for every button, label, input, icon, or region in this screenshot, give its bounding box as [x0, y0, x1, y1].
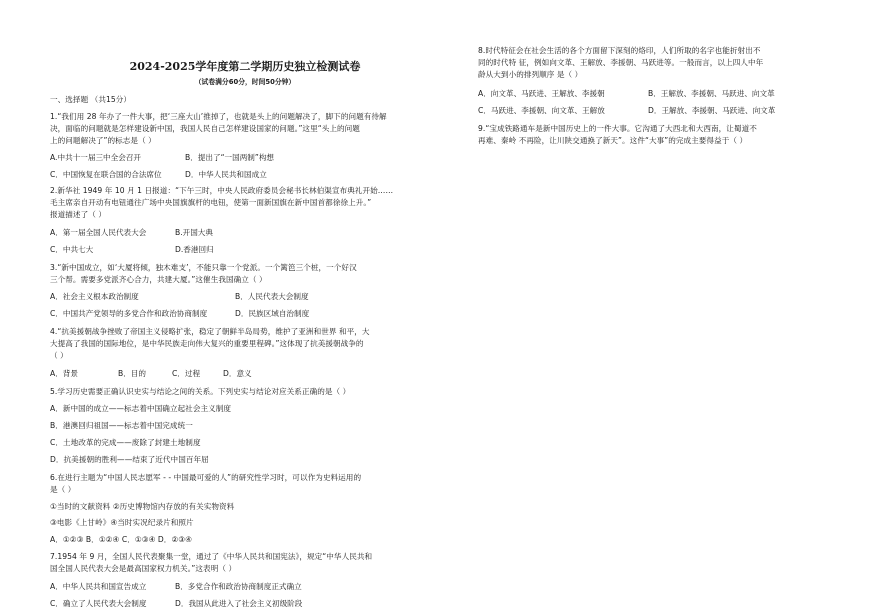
q2-option-d: D.香港回归 [175, 245, 214, 254]
q7-line-2: 国全国人民代表大会是最高国家权力机关。”这表明（ ） [50, 564, 237, 573]
q3-option-a: A．社会主义根本政治制度 [50, 292, 139, 301]
q2-option-b: B.开国大典 [175, 228, 213, 237]
q3-option-d: D．民族区域自治制度 [235, 309, 310, 318]
q7-line-1: 7.1954 年 9 月，全国人民代表聚集一堂，通过了《中华人民共和国宪法》，规定“中华人民共和 [50, 552, 373, 561]
q6-line-2: 是（ ） [50, 485, 76, 494]
q4-option-c: C．过程 [172, 369, 201, 378]
q8-option-c: C．马跃进、李援朝、向文革、王解放 [478, 106, 605, 115]
q1-line-2: 决，面临的问题就是怎样建设新中国，我国人民自己怎样建设国家的问题。”这里“头上的问题 [50, 124, 360, 133]
q2-line-3: 报道描述了（ ） [50, 210, 106, 219]
q8-line-1: 8.时代特征会在社会生活的各个方面留下深刻的烙印，人们所取的名字也能折射出不 [478, 46, 761, 55]
q1-option-c: C．中国恢复在联合国的合法席位 [50, 170, 162, 179]
q5-option-c: C．土地改革的完成——废除了封建土地制度 [50, 438, 201, 447]
q4-line-3: （ ） [50, 351, 68, 360]
q7-option-d: D．我国从此进入了社会主义初级阶段 [175, 599, 303, 608]
q9-line-1: 9.“宝成铁路通车是新中国历史上的一件大事。它沟通了大西北和大西南，让蜀道不 [478, 124, 757, 133]
q5-option-a: A．新中国的成立——标志着中国确立起社会主义制度 [50, 404, 232, 413]
q3-option-b: B．人民代表大会制度 [235, 292, 309, 301]
q4-option-a: A．背景 [50, 369, 78, 378]
q9-line-2: 再难、秦岭 不再险，让川陕交通换了新天”。这件“大事”的完成主要得益于（ ） [478, 136, 748, 145]
q5-option-b: B．港澳回归祖国——标志着中国完成统一 [50, 421, 193, 430]
q1-line-1: 1.“我们用 28 年办了一件大事，把‘三座大山’推掉了，也就是头上的问题解决了，脚下的问题有待解 [50, 112, 387, 121]
q8-option-d: D．王解放、李援朝、马跃进、向文革 [648, 106, 776, 115]
q4-line-2: 大提高了我国的国际地位，是中华民族走向伟大复兴的重要里程碑。”这体现了抗美援朝战争的 [50, 339, 364, 348]
q2-option-a: A．第一届全国人民代表大会 [50, 228, 147, 237]
q2-option-c: C．中共七大 [50, 245, 94, 254]
q8-option-b: B．王解放、李援朝、马跃进、向文革 [648, 89, 775, 98]
q4-option-b: B．目的 [118, 369, 146, 378]
q3-line-2: 三个帮。需要多党派齐心合力，共建大厦。”这催生我国确立（ ） [50, 275, 267, 284]
q4-option-d: D．意义 [223, 369, 252, 378]
q7-option-b: B．多党合作和政治协商制度正式确立 [175, 582, 302, 591]
q2-line-2: 毛主席亲自开动有电钮通往广场中央国旗旗杆的电钮，使第一面新国旗在新中国首都徐徐上升。” [50, 198, 372, 207]
exam-subtitle: （试卷满分60分，时间50分钟） [194, 78, 296, 86]
q7-option-a: A．中华人民共和国宣告成立 [50, 582, 147, 591]
q5-option-d: D．抗美援朝的胜利——结束了近代中国百年屈 [50, 455, 209, 464]
q1-option-d: D．中华人民共和国成立 [185, 170, 267, 179]
q5-line-1: 5.学习历史需要正确认识史实与结论之间的关系。下列史实与结论对应关系正确的是（ ） [50, 387, 351, 396]
q3-option-c: C．中国共产党领导的多党合作和政治协商制度 [50, 309, 208, 318]
q1-option-b: B．提出了“一国两制”构想 [185, 153, 275, 162]
exam-title: 2024-2025学年度第二学期历史独立检测试卷 [129, 60, 361, 73]
q4-line-1: 4.“抗美援朝战争挫败了帝国主义侵略扩张，稳定了朝鲜半岛局势，维护了亚洲和世界 和平，大 [50, 327, 370, 336]
q6-options: A．①②③ B．①②④ C．①③④ D．②③④ [50, 535, 193, 544]
q3-line-1: 3.“新中国成立，如‘大厦将倾，独木难支’，不能只靠一个党派。一个篱笆三个桩，一个好汉 [50, 263, 357, 272]
q1-line-3: 上的问题解决了”的标志是（ ） [50, 136, 156, 145]
q8-line-2: 同的时代特 征，例如向文革、王解放、李援朝、马跃进等。一般而言，以上四人中年 [478, 58, 764, 67]
q7-option-c: C．确立了人民代表大会制度 [50, 599, 147, 608]
q1-option-a: A.中共十一届三中全会召开 [50, 153, 142, 162]
q8-line-3: 龄从大到小的排列顺序 是（ ） [478, 70, 583, 79]
section-heading: 一、选择题 （共15分） [50, 95, 132, 104]
q6-line-4: ③电影《上甘岭》④当时实况纪录片和照片 [50, 518, 194, 527]
q6-line-1: 6.在进行主题为“中国人民志愿军 - - 中国最可爱的人”的研究性学习时，可以作为史料运用的 [50, 473, 362, 482]
q2-line-1: 2.新华社 1949 年 10 月 1 日报道：“下午三时，中央人民政府委员会秘书长林伯渠宣布典礼开始…… [50, 186, 394, 195]
q6-line-3: ①当时的文献资料 ②历史博物馆内存放的有关实物资料 [50, 502, 235, 511]
q8-option-a: A．向文革、马跃进、王解放、李援朝 [478, 89, 605, 98]
